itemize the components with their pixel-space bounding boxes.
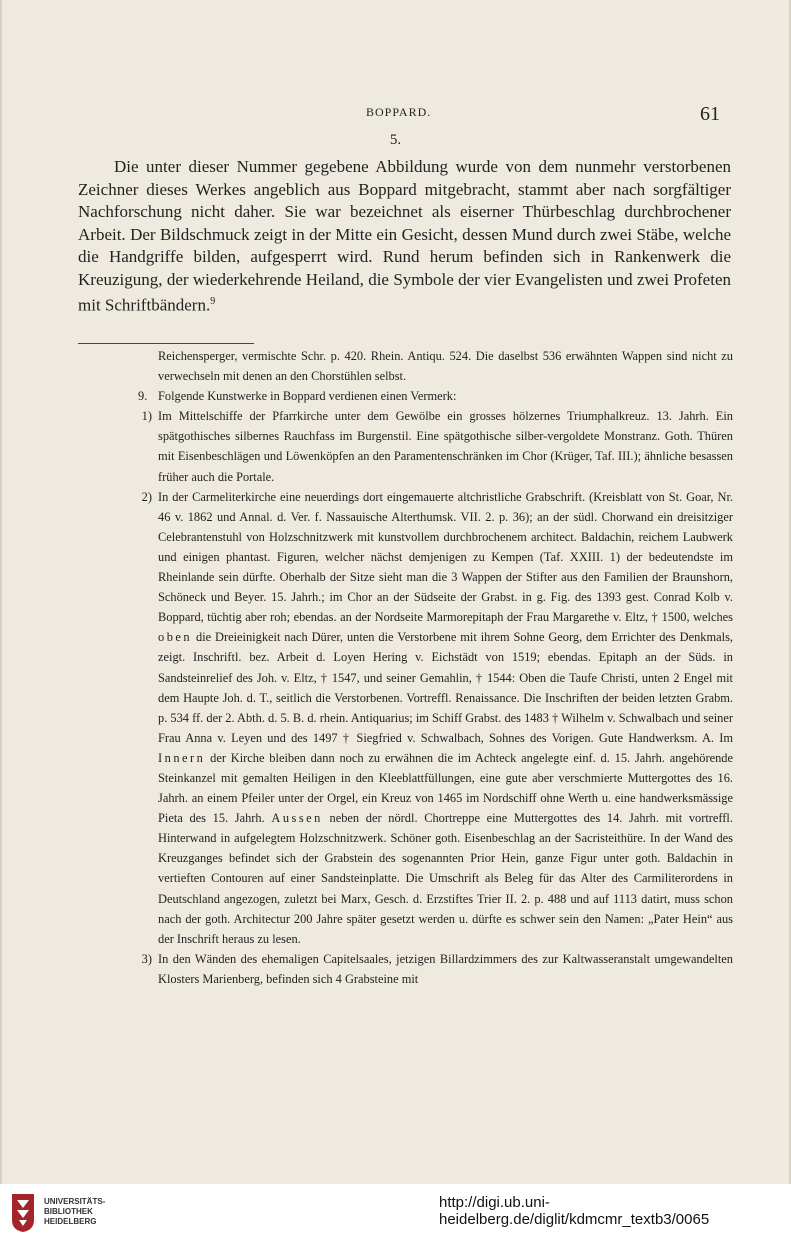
library-line-2: BIBLIOTHEK [44,1207,93,1216]
item-2-spaced-aussen: Aussen [271,811,323,826]
footer-bar [0,1184,791,1244]
footnote-continuation: Reichensperger, vermischte Schr. p. 420. Rhein. Antiqu. 524. Die daselbst 536 erwähnten Wappen sind nicht zu verwechseln mit denen an den Chorstühlen selbst. [158,349,733,384]
library-line-1: UNIVERSITÄTS- [44,1197,106,1206]
item-1-number: 1) [141,409,152,424]
footnote-9 [108,386,733,406]
item-2-text-d: neben der nördl. Chortreppe eine Muttergottes des 14. Jahrh. mit vortreffl. Hinterwand in aufgelegtem Holzschnitzwerk. Schöner goth. Eisenbeschlag an der Sacristeithüre. In der Wand des Kreuzganges befindet sich der Grabstein des sogenannten Prior Hein, ganze Figur unter goth. Baldachin in vertieften Contouren auf einer Sandsteinplatte. Die Umschrift als Beleg für das Alter des Carmiliterordens in Deutschland angezogen, zuletzt bei Marx, Gesch. d. Erzstiftes Trier II. 2. p. 488 und auf 1113 datirt, muss schon nach der goth. Architectur 200 Jahre später gesetzt werden u. dürfte es schwer sein den Namen: „Pater Hein“ aus der Inschrift heraus zu lesen. [158,811,733,946]
item-3-number: 3) [141,951,152,966]
footnote-item-1 [108,406,733,486]
item-2-text-c: der Kirche bleiben dann noch zu erwähnen die im Achteck angelegte einf. d. 15. Jahrh. angehörende Steinkanzel mit gemalten Heiligen in den Kleeblattfüllungen, eine gute aber verschmierte Muttergottes des 16. Jahrh. an einem Pfeiler unter der Orgel, ein Kreuz von 1465 im Nordschiff ohne Werth u. eine handwerksmässige Pieta des 15. Jahrh. [158,750,733,826]
library-name [44,1197,105,1227]
item-2-spaced-innern: Innern [158,750,206,765]
footnote-9-intro: Folgende Kunstwerke in Boppard verdienen einen Vermerk: [158,389,457,404]
footnote-separator [78,343,254,344]
page-edge-left [0,0,2,1184]
main-paragraph [78,156,731,317]
item-2-text-a: In der Carmeliterkirche eine neuerdings dort eingemauerte altchristliche Grabschrift. (Kreisblatt von St. Goar, Nr. 46 v. 1862 und Annal. d. Ver. f. Nassauische Alterthumsk. VII. 2. p. 36); an der südl. Chorwand ein dreisitziger Celebrantenstuhl von Holzschnitzwerk mit kunstvollem durchbrochenem architect. Baldachin, reichem Laubwerk und einigen phantast. Figuren, welcher nächst demjenigen zu Kempen (Taf. XXIII. 1) der bedeutendste im Rheinlande sein dürfte. Oberhalb der Sitze sieht man die 3 Wappen der Stifter aus den Familien der Braunshorn, Schöneck und Beyer. 15. Jahrh.; im Chor an der Südseite der Grabst. in g. Fig. des 1393 gest. Conrad Kolb v. Boppard, tüchtig aber roh; ebendas. an der Nordseite Marmorepitaph der Frau Margarethe v. Eltz, † 1500, welches [158,489,733,625]
footnote-item-2 [108,487,733,949]
section-number: 5. [389,132,402,148]
item-2-number: 2) [141,489,152,504]
source-url-link[interactable]: http://digi.ub.uni-heidelberg.de/diglit/kdmcmr_textb3/0065 [439,1194,710,1228]
heidelberg-library-logo-icon[interactable] [8,1192,38,1234]
item-3-text: In den Wänden des ehemaligen Capitelsaales, jetzigen Billardzimmers des zur Kaltwasseranstalt umgewandelten Klosters Marienberg, befinden sich 4 Grabsteine mit [158,951,733,986]
footnotes [108,346,733,989]
running-title: BOPPARD. [366,105,432,119]
footnote-item-3 [108,949,733,989]
item-2-text-b: die Dreieinigkeit nach Dürer, unten die Verstorbene mit ihrem Sohne Georg, dem Errichter des Denkmals, zeigt. Inschriftl. bez. Arbeit d. Loyen Hering v. Eichstädt von 1519; ebendas. Epitaph an der Süds. in Sandsteinrelief des Joh. v. Eltz, † 1547, und seiner Gemahlin, † 1544: Oben die Taufe Christi, unten 2 Engel mit dem Haupte Joh. d. T., seitlich die Verstorbenen. Vortreffl. Renaissance. Die Inschriften der beiden letzten Grabm. p. 534 ff. der 2. Abth. d. 5. B. d. rhein. Antiquarius; im Schiff Grabst. des 1483 † Wilhelm v. Schwalbach und seiner Frau Anna v. Leyen und des 1497 † Siegfried v. Schwalbach, Sohnes des Vorigen. Gute Handwerksm. A. Im [158,630,733,745]
running-head [0,103,791,127]
paragraph-text: Die unter dieser Nummer gegebene Abbildung wurde von dem nunmehr verstorbenen Zeichner dieses Werkes angeblich aus Boppard mitgebracht, stammt aber nach sorgfältiger Nachforschung nicht daher. Sie war bezeichnet als eiserner Thürbeschlag durchbrochener Arbeit. Der Bildschmuck zeigt in der Mitte ein Gesicht, dessen Mund durch zwei Stäbe, welche die Handgriffe bilden, aufgesperrt wird. Rund herum befinden sich in Rankenwerk die Kreuzigung, der wiederkehrende Heiland, die Symbole der vier Evangelisten und zwei Profeten mit Schriftbändern. [78,157,731,315]
page-number: 61 [700,103,720,125]
item-2-text [158,487,733,949]
item-1-text: Im Mittelschiffe der Pfarrkirche unter dem Gewölbe ein grosses hölzernes Triumphalkreuz. 13. Jahrh. Ein spätgothisches silbernes Rauchfass im Burgenstil. Eine spätgothische silber-vergoldete Monstranz. Goth. Thüren mit Eisenbeschlägen und Löwenköpfen an den Paramentenschränken im Chor (Krüger, Taf. III.); ähnliche besassen früher auch die Portale. [158,409,733,484]
item-2-spaced-oben: oben [158,630,193,645]
footnote-reference[interactable]: 9 [210,296,216,307]
library-line-3: HEIDELBERG [44,1217,97,1226]
footnote-9-number: 9. [138,389,148,404]
